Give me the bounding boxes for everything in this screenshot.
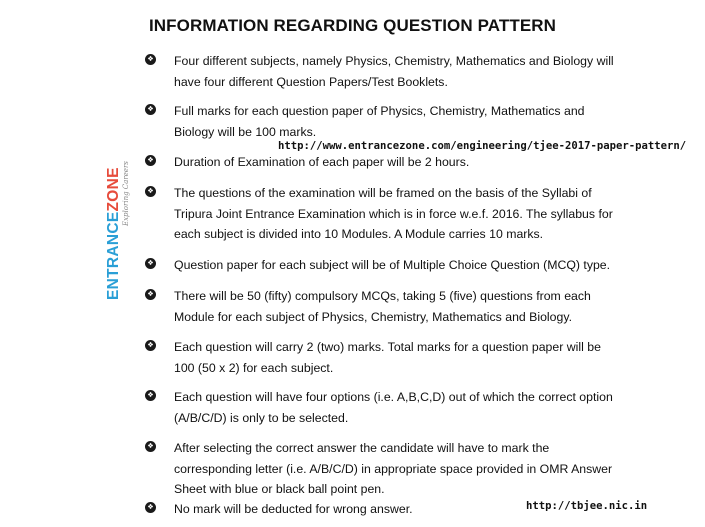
watermark-url: http://www.entrancezone.com/engineering/tjee-2017-paper-pattern/ — [278, 140, 687, 152]
circled-bullet-icon: ❖ — [145, 155, 156, 166]
circled-bullet-icon: ❖ — [145, 441, 156, 452]
logo-tagline: Exploring Careers — [122, 161, 130, 226]
page-title: INFORMATION REGARDING QUESTION PATTERN — [148, 16, 557, 35]
list-item-text: Four different subjects, namely Physics, Chemistry, Mathematics and Biology will have four different Question Papers/Test Booklets. — [174, 54, 614, 89]
logo-brand-part1: ENTRANCE — [105, 211, 122, 300]
list-item-text: No mark will be deducted for wrong answer. — [174, 502, 413, 516]
list-item-text: There will be 50 (fifty) compulsory MCQs, taking 5 (five) questions from each Module for each subject of Physics, Chemistry, Mathematics and Biology. — [174, 289, 591, 324]
logo-brand — [105, 167, 123, 300]
circled-bullet-icon: ❖ — [145, 104, 156, 115]
list-item-text: Question paper for each subject will be of Multiple Choice Question (MCQ) type. — [174, 258, 611, 272]
list-item-text: After selecting the correct answer the candidate will have to mark the corresponding letter (i.e. A/B/C/D) in appropriate space provided in OMR Answer Sheet with blue or black ball point pen. — [174, 441, 613, 496]
circled-bullet-icon: ❖ — [145, 289, 156, 300]
circled-bullet-icon: ❖ — [145, 258, 156, 269]
circled-bullet-icon: ❖ — [145, 340, 156, 351]
entrancezone-logo — [98, 150, 144, 300]
list-item-text: Duration of Examination of each paper will be 2 hours. — [174, 155, 470, 169]
circled-bullet-icon: ❖ — [145, 54, 156, 65]
circled-bullet-icon: ❖ — [145, 502, 156, 513]
circled-bullet-icon: ❖ — [145, 390, 156, 401]
circled-bullet-icon: ❖ — [145, 186, 156, 197]
source-url: http://tbjee.nic.in — [526, 500, 648, 512]
list-item-text: The questions of the examination will be framed on the basis of the Syllabi of Tripura Joint Entrance Examination which is in force w.e.f. 2016. The syllabus for each subject is divided into 10 Modules. A Module carries 10 marks. — [174, 186, 613, 241]
logo-brand-part2: ZONE — [105, 167, 122, 212]
list-item-text: Each question will carry 2 (two) marks. Total marks for a question paper will be 100 (50 x 2) for each subject. — [174, 340, 601, 375]
list-item-text: Full marks for each question paper of Physics, Chemistry, Mathematics and Biology will be 100 marks. — [174, 104, 585, 139]
list-item-text: Each question will have four options (i.e. A,B,C,D) out of which the correct option (A/B/C/D) is only to be selected. — [174, 390, 613, 425]
